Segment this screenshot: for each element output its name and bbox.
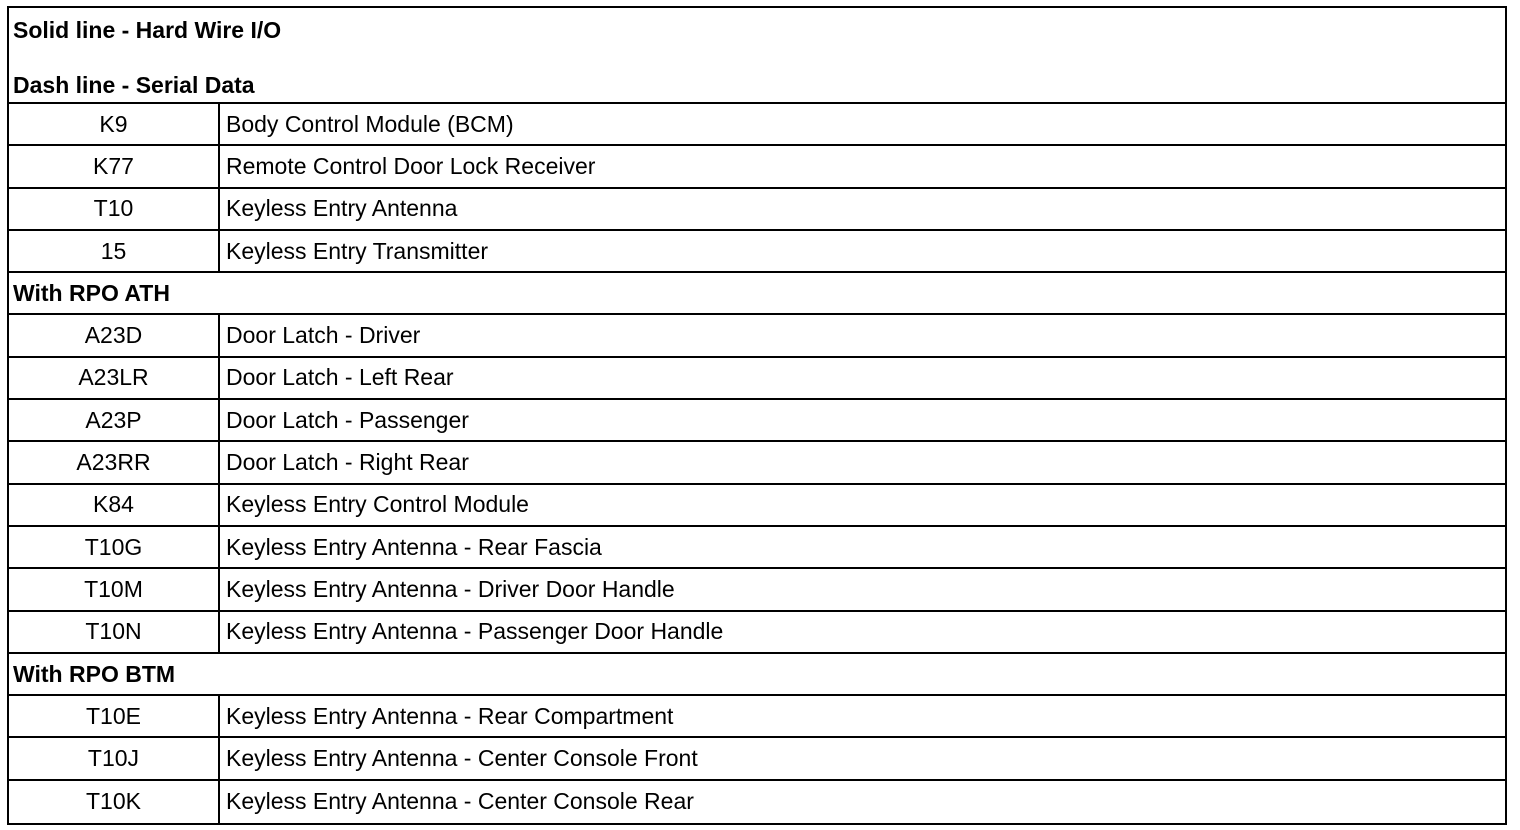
component-description: Remote Control Door Lock Receiver: [226, 152, 596, 179]
table-row: [9, 612, 1505, 654]
table-row: [9, 231, 1505, 273]
component-description: Keyless Entry Transmitter: [226, 237, 489, 264]
component-code: A23D: [9, 315, 220, 355]
component-code: T10: [9, 189, 220, 229]
component-code: A23RR: [9, 442, 220, 482]
component-code: A23P: [9, 400, 220, 440]
component-code: T10E: [9, 696, 220, 736]
table-row: [9, 315, 1505, 357]
component-code: 15: [9, 231, 220, 271]
component-description: Keyless Entry Antenna: [226, 195, 458, 222]
table-row: [9, 104, 1505, 146]
table-row: [9, 358, 1505, 400]
table-row: [9, 485, 1505, 527]
component-description: Keyless Entry Antenna - Driver Door Handle: [226, 575, 675, 602]
component-code: K77: [9, 146, 220, 186]
line-style-legend: [9, 8, 1505, 104]
section-heading-rpo-btm: With RPO BTM: [9, 654, 1505, 696]
component-code: T10N: [9, 612, 220, 652]
table-row: [9, 696, 1505, 738]
table-row: [9, 781, 1505, 823]
table-row: [9, 400, 1505, 442]
component-description: Door Latch - Right Rear: [226, 449, 469, 476]
component-code: T10M: [9, 569, 220, 609]
component-description: Keyless Entry Antenna - Rear Fascia: [226, 533, 602, 560]
component-description: Keyless Entry Antenna - Passenger Door Handle: [226, 618, 724, 645]
component-description: Keyless Entry Control Module: [226, 491, 529, 518]
component-description: Door Latch - Passenger: [226, 406, 469, 433]
component-code: K9: [9, 104, 220, 144]
dash-line-legend: Dash line - Serial Data: [13, 72, 255, 98]
table-row: [9, 569, 1505, 611]
table-row: [9, 442, 1505, 484]
table-row: [9, 738, 1505, 780]
component-legend-table: [7, 6, 1507, 825]
component-description: Keyless Entry Antenna - Center Console Front: [226, 745, 698, 772]
section-heading-rpo-ath: With RPO ATH: [9, 273, 1505, 315]
table-row: [9, 189, 1505, 231]
component-description: Body Control Module (BCM): [226, 110, 514, 137]
component-code: A23LR: [9, 358, 220, 398]
component-code: T10J: [9, 738, 220, 778]
component-code: T10K: [9, 781, 220, 823]
table-row: [9, 527, 1505, 569]
solid-line-legend: Solid line - Hard Wire I/O: [13, 17, 282, 43]
component-code: K84: [9, 485, 220, 525]
table-row: [9, 146, 1505, 188]
component-description: Keyless Entry Antenna - Center Console Rear: [226, 788, 694, 815]
component-code: T10G: [9, 527, 220, 567]
component-description: Door Latch - Driver: [226, 322, 421, 349]
component-description: Keyless Entry Antenna - Rear Compartment: [226, 702, 674, 729]
component-description: Door Latch - Left Rear: [226, 364, 454, 391]
